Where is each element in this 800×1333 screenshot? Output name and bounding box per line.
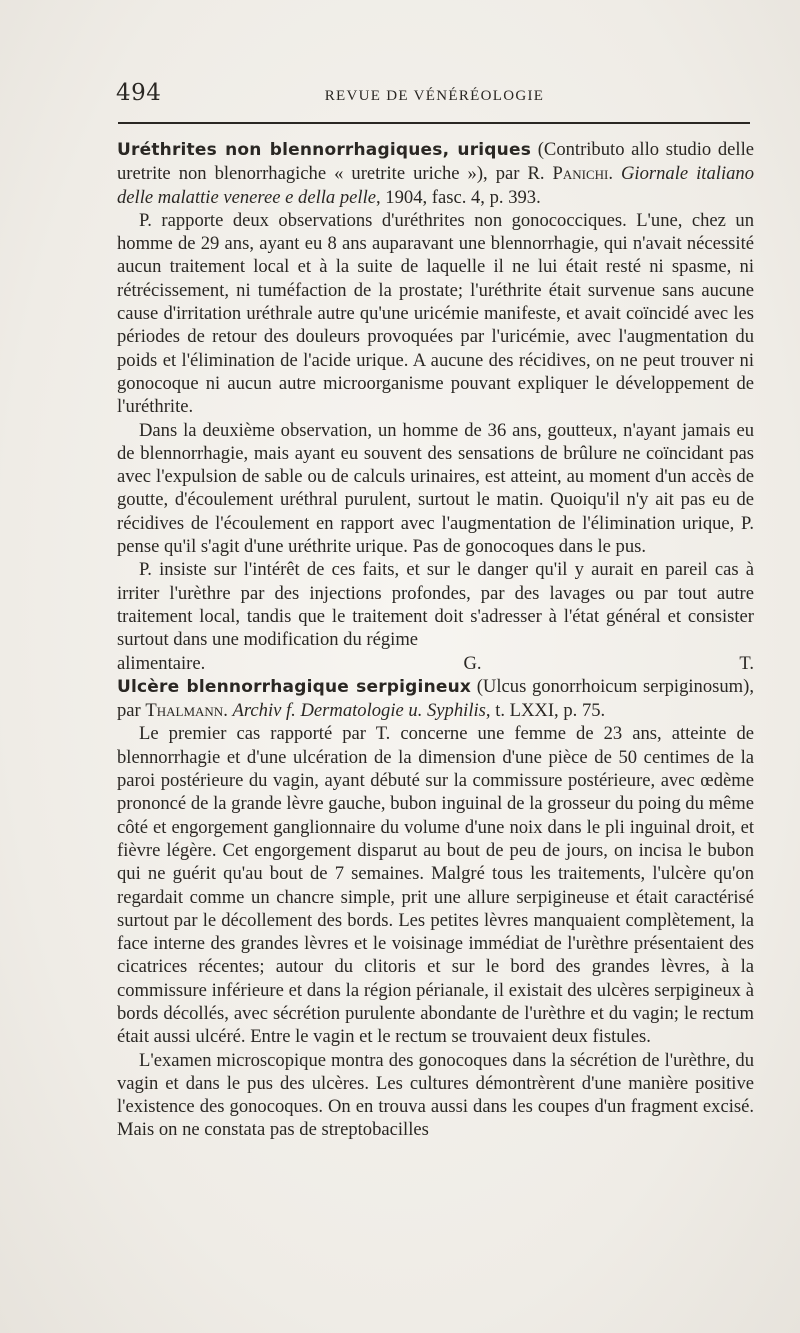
article-1-closing-line: [117, 652, 754, 675]
article-2-ref-mid: .: [223, 700, 233, 722]
article-1-signature: G. T.: [463, 652, 754, 674]
header-rule: [118, 122, 750, 124]
article-1-paragraph: P. rapporte deux observations d'uréthrites non gonococciques. L'une, chez un homme de 29 ans, ayant eu 8 ans auparavant une blennorrhagie, qui n'avait nécessité aucun traitement local et à la suite de laquelle il ne lui était resté ni spasme, ni rétrécissement, ni tuméfaction de la prostate; l'uréthrite était survenue sans aucune cause d'irritation uréthrale autre qu'une uricémie manifeste, et avait coïncidé avec les périodes de retour des douleurs provoquées par l'uricémie, avec l'augmentation du poids et l'élimination de l'acide urique. A aucune des récidives, on ne peut trouver ni gonocoque ni aucun autre microorganisme pouvant expliquer le développement de l'uréthrite.: [117, 209, 754, 418]
article-2-paragraph: L'examen microscopique montra des gonocoques dans la sécrétion de l'urèthre, du vagin et dans le pus des ulcères. Les cultures démontrèrent d'une manière positive l'existence des gonocoques. On en trouva aussi dans les coupes d'un fragment excisé. Mais on ne constata pas de streptobacilles: [117, 1049, 754, 1141]
article-1-journal: Giornale italiano delle malattie veneree e della pelle: [117, 163, 754, 208]
body-text: [117, 138, 754, 1142]
article-2-ref-post: , t. LXXI, p. 75.: [485, 700, 606, 722]
article-2-ref-pre: (Ulcus gonorrhoicum serpiginosum), par: [117, 675, 754, 722]
article-2-heading: [117, 675, 754, 723]
article-1-author: Panichi: [552, 163, 609, 185]
running-title: REVUE DE VÉNÉRÉOLOGIE: [324, 88, 545, 104]
article-2-paragraph: Le premier cas rapporté par T. concerne une femme de 23 ans, atteinte de blennorrhagie et d'une ulcération de la dimension d'une pièce de 50 centimes de la paroi postérieure du vagin, ayant débuté sur la commissure postérieure, avec œdème prononcé de la grande lèvre gauche, bubon inguinal de la grosseur du poing du même côté et engorgement ganglionnaire du volume d'une noix dans le pli inguinal droit, et fièvre légère. Cet engorgement disparut au bout de peu de jours, on incisa le bubon qui ne guérit qu'au bout de 7 semaines. Malgré tous les traitements, l'ulcère qu'on regardait comme un chancre simple, prit une allure serpigineuse et était caractérisé surtout par le décollement des bords. Les petites lèvres manquaient complètement, la face interne des grandes lèvres et le voisinage immédiat de l'urèthre présentaient des cicatrices récentes; autour du clitoris et sur le bord des grandes lèvres, à la commissure inférieure et dans la région périanale, il existait des ulcères serpigineux à bords décollés, avec sécrétion purulente abondante de l'urèthre et du vagin; le rectum était aussi ulcéré. Entre le vagin et le rectum se trouvaient deux fistules.: [117, 723, 754, 1048]
article-1-ref-pre: (Contributo allo studio delle uretrite non blenorrhagiche « uretrite uriche »), par R.: [117, 139, 754, 185]
article-2-journal: Archiv f. Dermatologie u. Syphilis: [232, 700, 486, 722]
page-header: [116, 80, 753, 108]
article-1-ref-mid: .: [608, 163, 621, 185]
article-2-title: Ulcère blennorrhagique serpigineux: [117, 676, 472, 697]
article-1-last-word: alimentaire.: [117, 652, 206, 674]
article-1-title: Uréthrites non blennorrhagiques, uriques: [117, 140, 532, 160]
article-1-ref-post: , 1904, fasc. 4, p. 393.: [376, 186, 541, 208]
article-1-paragraph: Dans la deuxième observation, un homme de 36 ans, goutteux, n'ayant jamais eu de blennorrhagie, mais ayant eu souvent des sensations de brûlure ne coïncidant pas avec l'expulsion de sable ou de calculs urinaires, est atteint, au moment d'un accès de goutte, d'écoulement uréthral purulent, surtout le matin. Quoiqu'il n'y ait pas eu de récidives de l'écoulement en rapport avec l'augmentation de l'élimination urique, P. pense qu'il s'agit d'une uréthrite urique. Pas de gonocoques dans le pus.: [117, 419, 754, 558]
article-1-heading: [117, 138, 754, 209]
page-number: 494: [116, 80, 162, 106]
article-1-paragraph: P. insiste sur l'intérêt de ces faits, et sur le danger qu'il y aurait en pareil cas à irriter l'urèthre par des injections profondes, par des lavages ou par tout autre traitement local, tandis que le traitement doit s'adresser à l'état général et consister surtout dans une modification du régime: [117, 559, 754, 651]
article-2-author: Thalmann: [145, 700, 224, 722]
